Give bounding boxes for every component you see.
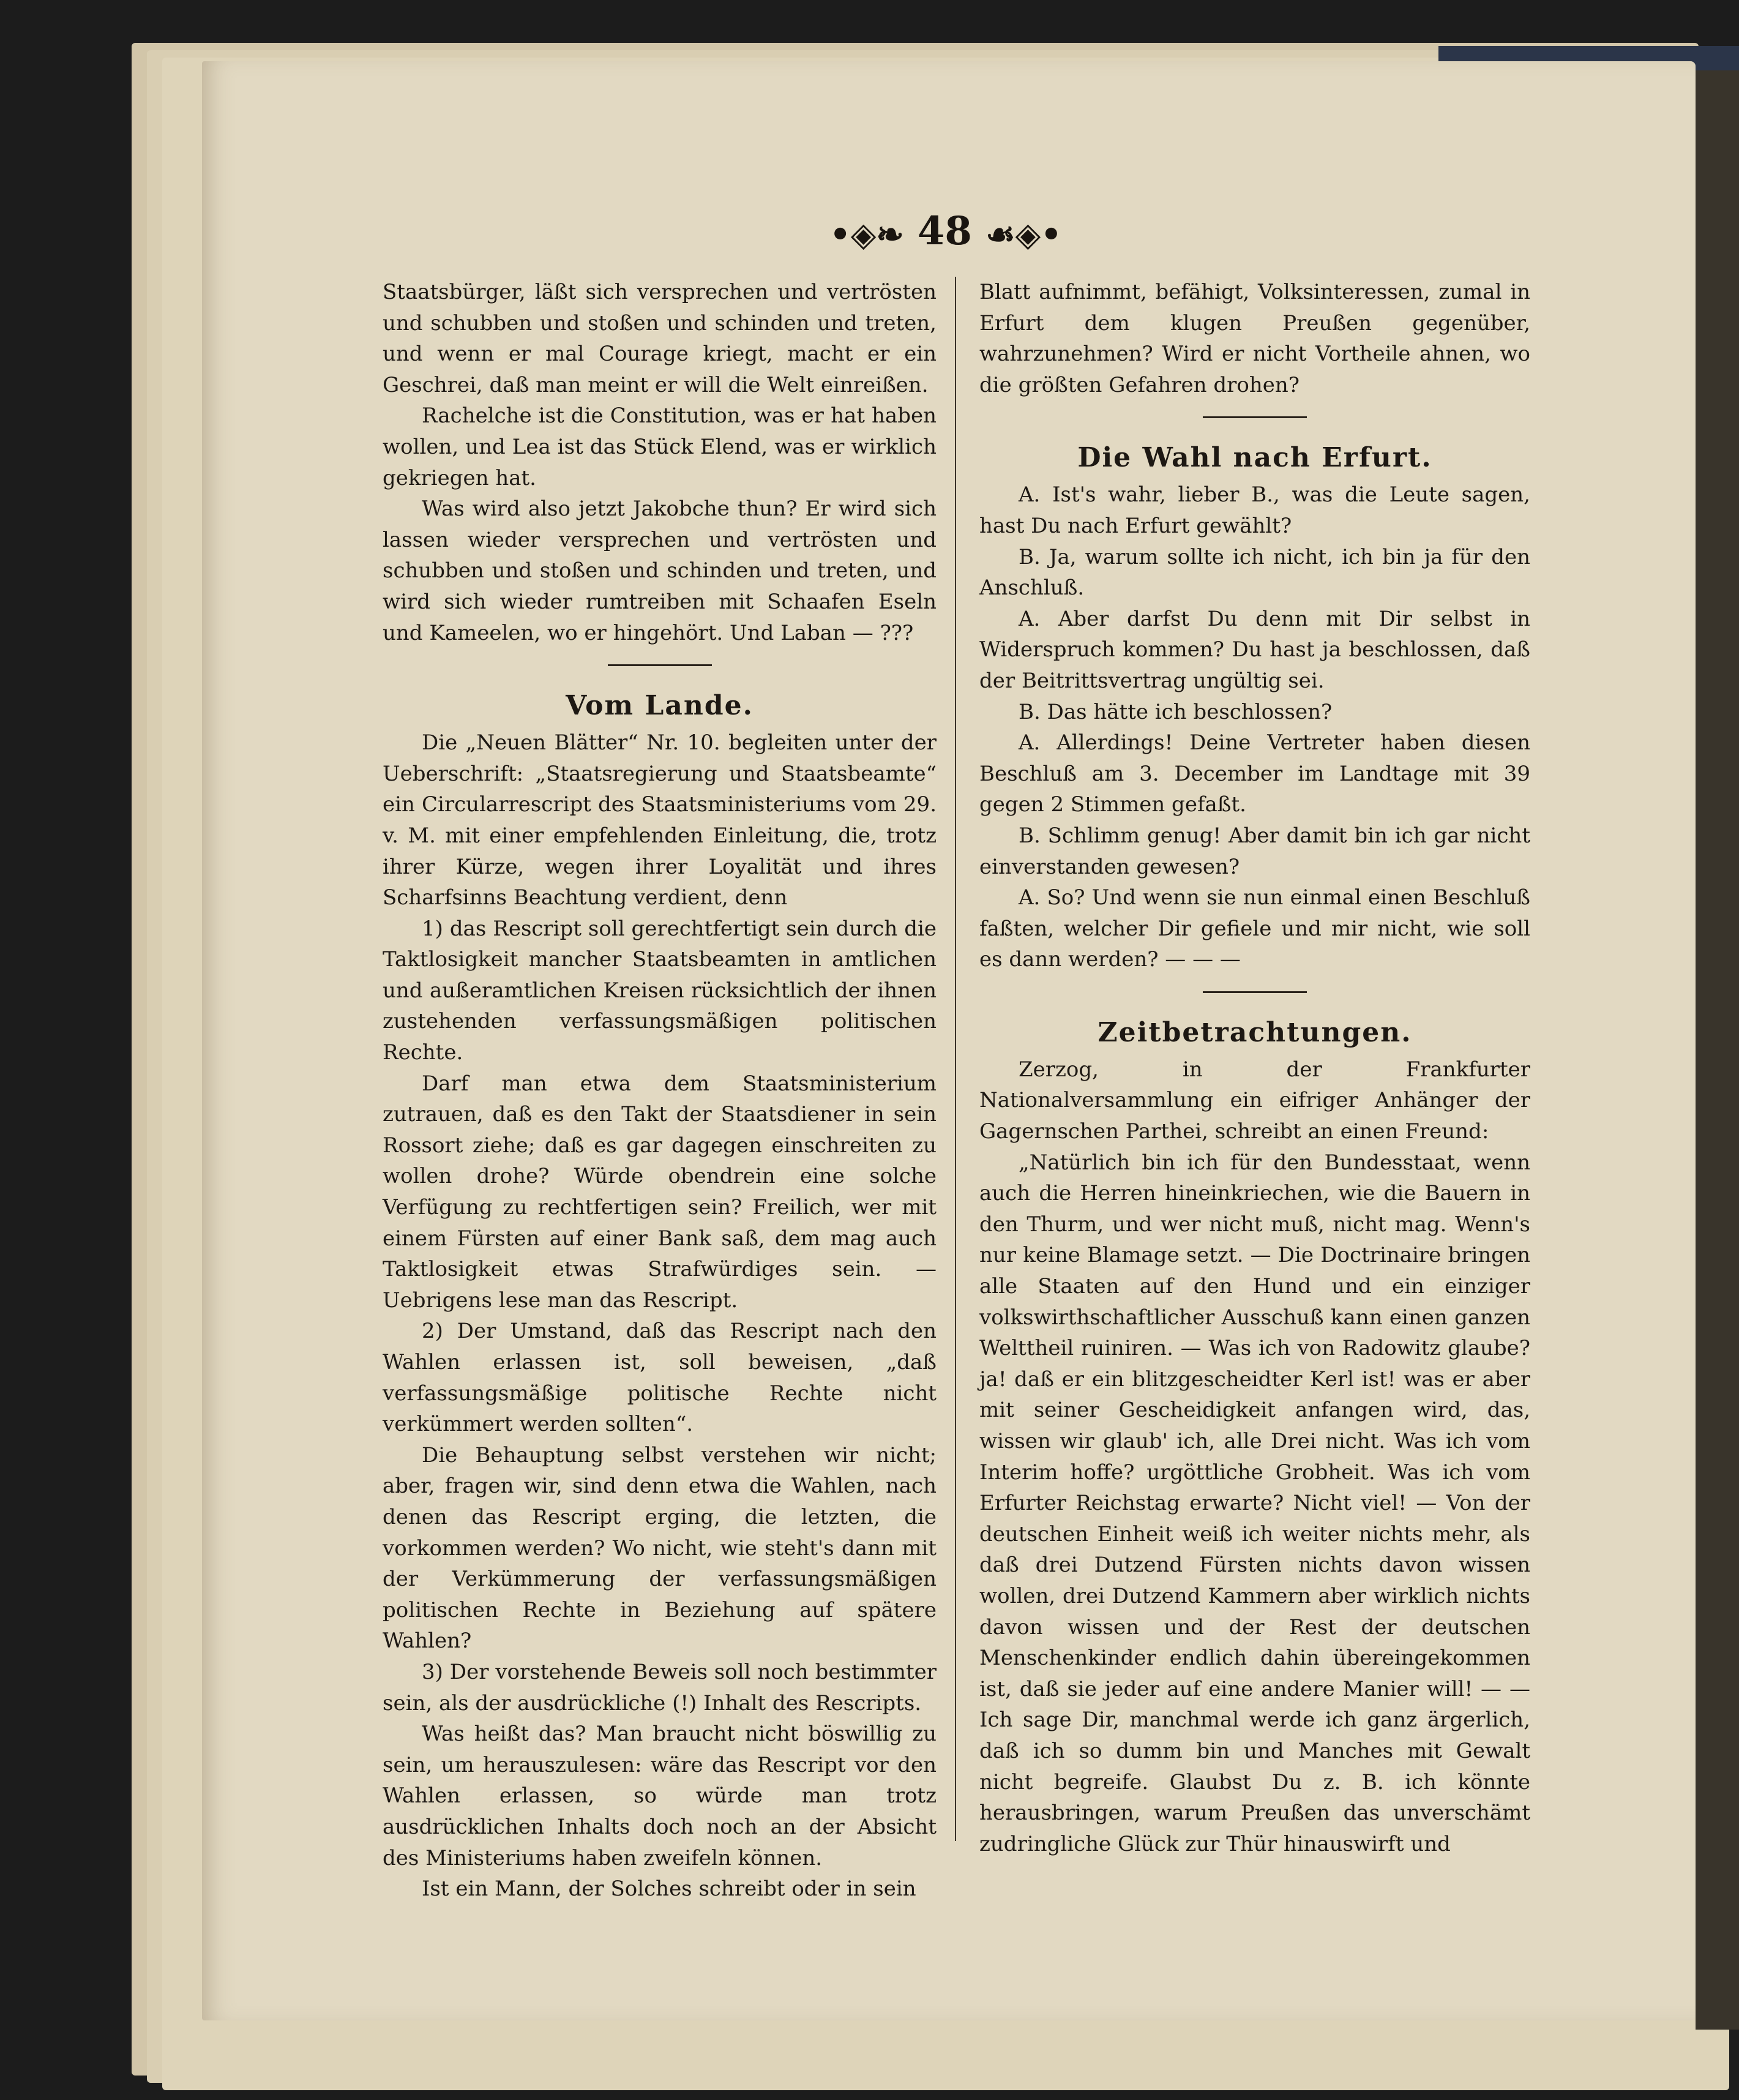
paragraph: Ist ein Mann, der Solches schreibt oder in sein [422, 1877, 916, 1902]
paragraph: 2) Der Umstand, daß das Rescript nach den Wahlen erlassen ist, soll beweisen, „daß verfassungsmäßige politische Rechte nicht verkümmert werden sollten“. [383, 1319, 937, 1437]
next-page-edge [1696, 70, 1739, 2030]
page-header [814, 208, 1077, 257]
section-heading-zeitbetrachtungen: Zeitbetrachtungen. [1098, 1016, 1412, 1048]
paragraph: Die „Neuen Blätter“ Nr. 10. begleiten unter der Ueberschrift: „Staatsregierung und Staatsbeamte“ ein Circularrescript des Staatsministeriums vom 29. v. M. mit einer empfehlenden Einleitung, die, trotz ihrer Kürze, wegen ihrer Loyalität und ihres Scharfsinns Beachtung verdient, denn [383, 730, 937, 910]
dialogue-line: B. Schlimm genug! Aber damit bin ich gar nicht einverstanden gewesen? [979, 823, 1530, 879]
paragraph: Zerzog, in der Frankfurter Nationalversammlung ein eifriger Anhänger der Gagernschen Parthei, schreibt an einen Freund: [979, 1057, 1530, 1144]
dialogue-line: A. Allerdings! Deine Vertreter haben diesen Beschluß am 3. December im Landtage mit 39 gegen 2 Stimmen gefaßt. [979, 730, 1530, 817]
section-rule [1203, 991, 1307, 993]
paragraph: Darf man etwa dem Staatsministerium zutrauen, daß es den Takt der Staatsdiener in sein Rossort ziehe; daß es gar dagegen einschreiten zu wollen drohe? Würde obendrein eine solche Verfügung zu rechtfertigen sein? Freilich, wer mit einem Fürsten auf einer Bank saß, dem mag auch Taktlosigkeit etwas Strafwürdiges sein. — Uebrigens lese man das Rescript. [383, 1071, 937, 1313]
dialogue-line: A. So? Und wenn sie nun einmal einen Beschluß faßten, welcher Dir gefiele und mir nicht, wie soll es dann werden? — — — [979, 885, 1530, 972]
dialogue-line: B. Ja, warum sollte ich nicht, ich bin ja für den Anschluß. [979, 544, 1530, 601]
column-divider [955, 277, 956, 1841]
right-column [979, 277, 1530, 1859]
paragraph: Was wird also jetzt Jakobche thun? Er wird sich lassen wieder versprechen und vertrösten und schubben und stoßen und schinden und treten, und wird sich wieder rumtreiben mit Schaafen Eseln und Kameelen, wo er hingehört. Und Laban — ??? [383, 497, 937, 645]
dialogue-line: A. Aber darfst Du denn mit Dir selbst in Widerspruch kommen? Du hast ja beschlossen, daß der Beitrittsvertrag ungültig sei. [979, 606, 1530, 693]
left-column [383, 277, 937, 1905]
ornament-left-icon: •◈❧ [829, 214, 904, 254]
paragraph: Was heißt das? Man braucht nicht böswillig zu sein, um herauszulesen: wäre das Rescript vor den Wahlen erlassen, so würde man trotz ausdrücklichen Inhalts doch noch an der Absicht des Ministeriums haben zweifeln können. [383, 1722, 937, 1870]
ornament-right-icon: ☙◈• [985, 214, 1062, 254]
paragraph: 3) Der vorstehende Beweis soll noch bestimmter sein, als der ausdrückliche (!) Inhalt des Rescripts. [383, 1659, 937, 1716]
paragraph: Blatt aufnimmt, befähigt, Volksinteressen, zumal in Erfurt dem klugen Preußen gegenüber, wahrzunehmen? Wird er nicht Vortheile ahnen, wo die größten Gefahren drohen? [979, 280, 1530, 397]
paragraph: Staatsbürger, läßt sich versprechen und vertrösten und schubben und stoßen und schinden und treten, und wenn er mal Courage kriegt, macht er ein Geschrei, daß man meint er will die Welt einreißen. [383, 280, 937, 397]
paragraph: 1) das Rescript soll gerechtfertigt sein durch die Taktlosigkeit mancher Staatsbeamten in amtlichen und außeramtlichen Kreisen rücksichtlich der ihnen zustehenden verfassungsmäßigen politischen Rechte. [383, 916, 937, 1065]
page-number: 48 [917, 208, 972, 254]
paragraph: Rachelche ist die Constitution, was er hat haben wollen, und Lea ist das Stück Elend, was er wirklich gekriegen hat. [383, 403, 937, 490]
section-heading-vom-lande: Vom Lande. [566, 690, 754, 722]
paragraph: „Natürlich bin ich für den Bundesstaat, wenn auch die Herren hineinkriechen, wie die Bauern in den Thurm, und wer nicht muß, nicht mag. Wenn's nur keine Blamage setzt. — Die Doctrinaire bringen alle Staaten auf den Hund und ein einziger volkswirthschaftlicher Ausschuß kann einen ganzen Welttheil ruiniren. — Was ich von Radowitz glaube? ja! daß er ein blitzgescheidter Kerl ist! was er aber mit seiner Gescheidigkeit anfangen wird, das, wissen wir glaub' ich, alle Drei nicht. Was ich vom Interim hoffe? urgöttliche Grobheit. Was ich vom Erfurter Reichstag erwarte? Nicht viel! — Von der deutschen Einheit weiß ich weiter nichts mehr, als daß drei Dutzend Fürsten nichts davon wissen wollen, drei Dutzend Kammern aber wirklich nichts davon wissen und der Rest der deutschen Menschenkinder endlich dahin übereingekommen ist, daß sie jeder auf eine andere Manier will! — — Ich sage Dir, manchmal werde ich ganz ärgerlich, daß ich so dumm bin und Manches mit Gewalt nicht begreife. Glaubst Du z. B. ich könnte herausbringen, warum Preußen das unverschämt zudringliche Glück zur Thür hinauswirft und [979, 1150, 1530, 1856]
dialogue-line: A. Ist's wahr, lieber B., was die Leute sagen, hast Du nach Erfurt gewählt? [979, 482, 1530, 538]
section-heading-wahl-nach-erfurt: Die Wahl nach Erfurt. [1077, 442, 1432, 474]
section-rule [1203, 416, 1307, 418]
section-rule [608, 664, 712, 666]
dialogue-line: B. Das hätte ich beschlossen? [1019, 699, 1333, 724]
paragraph: Die Behauptung selbst verstehen wir nicht; aber, fragen wir, sind denn etwa die Wahlen, nach denen das Rescript erging, die letzten, die vorkommen werden? Wo nicht, wie steht's dann mit der Verkümmerung der verfassungsmäßigen politischen Rechte in Beziehung auf spätere Wahlen? [383, 1442, 937, 1654]
